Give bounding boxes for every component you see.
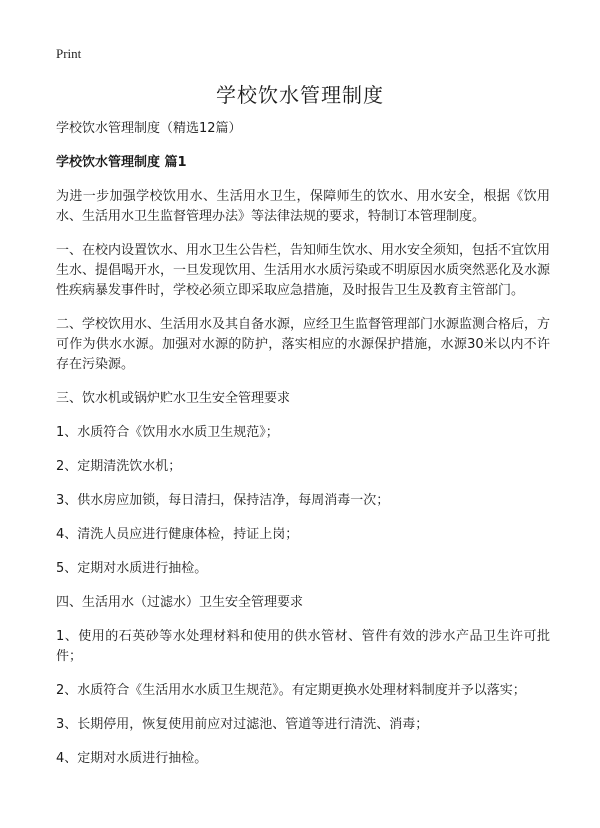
- paragraph-item-2: 二、学校饮用水、生活用水及其自备水源，应经卫生监督管理部门水源监测合格后，方可作为供水水源。加强对水源的防护，落实相应的水源保护措施，水源30米以内不许存在污染源。: [56, 317, 551, 372]
- document-body: [56, 119, 550, 783]
- document-subtitle: 学校饮水管理制度（精选12篇）: [56, 121, 242, 136]
- list-item: 2、水质符合《生活用水水质卫生规范》。有定期更换水处理材料制度并予以落实；: [56, 683, 526, 698]
- list-item: 3、长期停用，恢复使用前应对过滤池、管道等进行清洗、消毒；: [56, 717, 429, 732]
- paragraph-item-1: 一、在校内设置饮水、用水卫生公告栏，告知师生饮水、用水安全须知，包括不宜饮用生水、提倡喝开水，一旦发现饮用、生活用水水质污染或不明原因水质突然恶化及水源性疾病暴发事件时，学校必须立即采取应急措施，及时报告卫生及教育主管部门。: [56, 243, 551, 298]
- section-heading: 学校饮水管理制度 篇1: [56, 155, 187, 170]
- list-item: 3、供水房应加锁，每日清扫，保持洁净，每周消毒一次；: [56, 493, 390, 508]
- page-title: 学校饮水管理制度: [216, 83, 384, 107]
- list-item: 5、定期对水质进行抽检。: [56, 561, 208, 576]
- paragraph-intro: 为进一步加强学校饮用水、生活用水卫生，保障师生的饮水、用水安全，根据《饮用水、生活用水卫生监督管理办法》等法律法规的要求，特制订本管理制度。: [56, 189, 550, 224]
- list-item: 4、定期对水质进行抽检。: [56, 751, 208, 766]
- list-item: 1、使用的石英砂等水处理材料和使用的供水管材、管件有效的涉水产品卫生许可批件；: [56, 629, 550, 664]
- list-item: 1、水质符合《饮用水水质卫生规范》；: [56, 425, 279, 440]
- paragraph-item-3-heading: 三、饮水机或锅炉贮水卫生安全管理要求: [56, 391, 291, 406]
- list-item: 2、定期清洗饮水机；: [56, 459, 182, 474]
- paragraph-item-4-heading: 四、生活用水（过滤水）卫生安全管理要求: [56, 595, 304, 610]
- list-item: 4、清洗人员应进行健康体检，持证上岗；: [56, 527, 299, 542]
- print-link[interactable]: Print: [56, 46, 82, 61]
